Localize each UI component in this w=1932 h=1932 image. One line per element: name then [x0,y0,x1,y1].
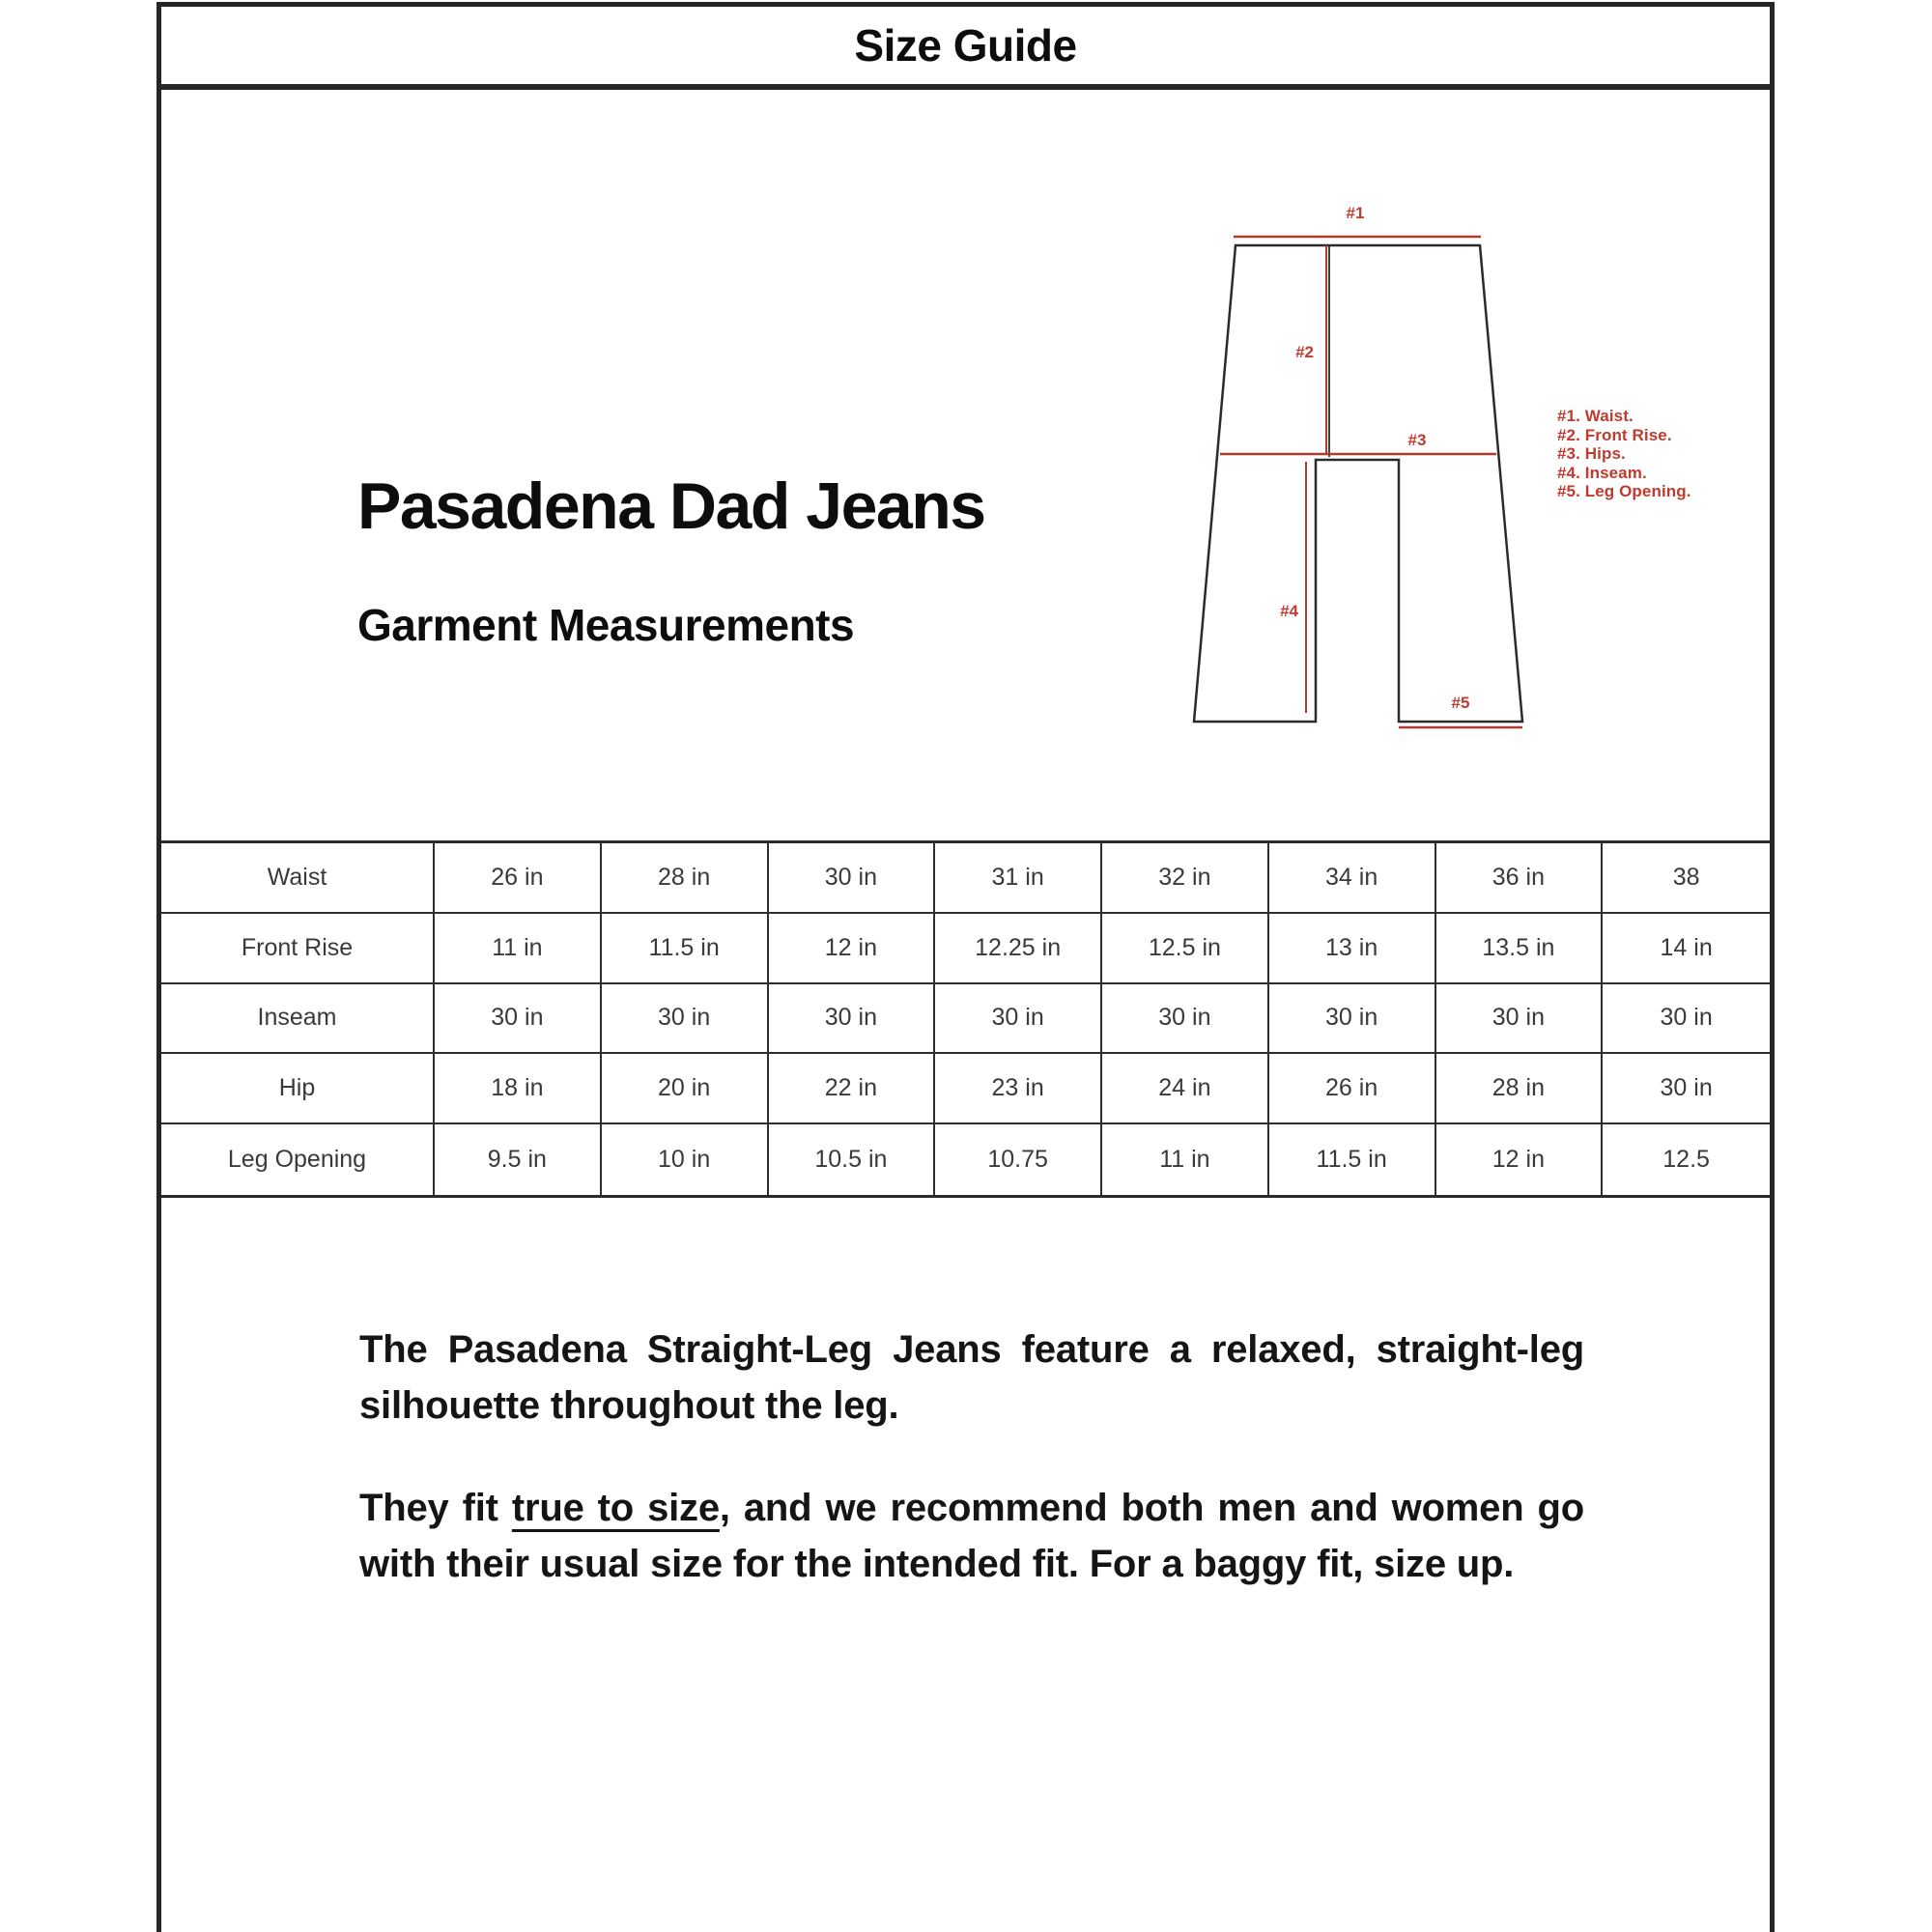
table-cell: 30 in [1269,984,1436,1055]
legend-item-waist: #1. Waist. [1557,407,1634,425]
table-cell: 20 in [602,1054,769,1124]
legend-item-front-rise: #2. Front Rise. [1557,425,1672,444]
diagram-label-4: #4 [1280,602,1298,620]
table-cell: 30 in [935,984,1102,1055]
table-cell: 14 in [1603,914,1770,984]
table-cell: 30 in [435,984,602,1055]
description-paragraph-2 [359,1480,1584,1592]
product-description [359,1321,1584,1638]
table-cell: 11 in [435,914,602,984]
diagram-label-3: #3 [1407,431,1427,449]
table-cell: 30 in [769,984,936,1055]
table-cell: 12 in [769,914,936,984]
fit-note-underlined: true to size [511,1487,720,1529]
table-cell: 11 in [1102,1124,1269,1195]
table-cell: 12 in [1436,1124,1604,1195]
legend-item-leg-opening: #5. Leg Opening. [1557,482,1691,500]
table-cell: 13.5 in [1436,914,1604,984]
legend-item-inseam: #4. Inseam. [1557,463,1647,482]
diagram-legend [1557,407,1691,501]
diagram-label-1: #1 [1346,204,1365,222]
table-cell: 31 in [935,843,1102,914]
table-cell: 30 in [1603,984,1770,1055]
table-cell: 11.5 in [1269,1124,1436,1195]
fit-note-suffix: , and we recommend both men and women go with their usual size for the intended fit. For a baggy fit, size up. [359,1487,1584,1585]
table-cell: 11.5 in [602,914,769,984]
product-name: Pasadena Dad Jeans [357,469,985,543]
description-paragraph-1: The Pasadena Straight-Leg Jeans feature a relaxed, straight-leg silhouette throughout the leg. [359,1328,1584,1427]
table-cell: 30 in [602,984,769,1055]
table-cell: 26 in [435,843,602,914]
table-cell: 10.5 in [769,1124,936,1195]
table-cell: 30 in [769,843,936,914]
jeans-diagram [1179,174,1565,753]
row-label: Inseam [161,984,435,1055]
table-cell: 28 in [602,843,769,914]
table-cell: 12.5 in [1102,914,1269,984]
table-cell: 10 in [602,1124,769,1195]
table-cell: 30 in [1603,1054,1770,1124]
table-cell: 30 in [1436,984,1604,1055]
table-cell: 12.25 in [935,914,1102,984]
table-cell: 13 in [1269,914,1436,984]
row-label: Hip [161,1054,435,1124]
table-cell: 34 in [1269,843,1436,914]
row-label: Leg Opening [161,1124,435,1195]
section-subtitle: Garment Measurements [357,600,855,650]
fit-note-prefix: They fit [359,1487,512,1529]
header-band [161,7,1770,90]
table-cell: 36 in [1436,843,1604,914]
table-cell: 30 in [1102,984,1269,1055]
table-cell: 38 [1603,843,1770,914]
measurements-table [161,840,1770,1198]
table-cell: 22 in [769,1054,936,1124]
table-cell: 28 in [1436,1054,1604,1124]
table-cell: 9.5 in [435,1124,602,1195]
table-cell: 32 in [1102,843,1269,914]
jeans-outline [1194,245,1522,722]
diagram-label-5: #5 [1451,694,1470,712]
legend-item-hips: #3. Hips. [1557,444,1626,463]
table-cell: 10.75 [935,1124,1102,1195]
table-cell: 18 in [435,1054,602,1124]
table-cell: 26 in [1269,1054,1436,1124]
table-cell: 12.5 [1603,1124,1770,1195]
page-title: Size Guide [854,20,1077,71]
diagram-label-2: #2 [1295,343,1314,361]
row-label: Waist [161,843,435,914]
row-label: Front Rise [161,914,435,984]
table-cell: 23 in [935,1054,1102,1124]
table-cell: 24 in [1102,1054,1269,1124]
